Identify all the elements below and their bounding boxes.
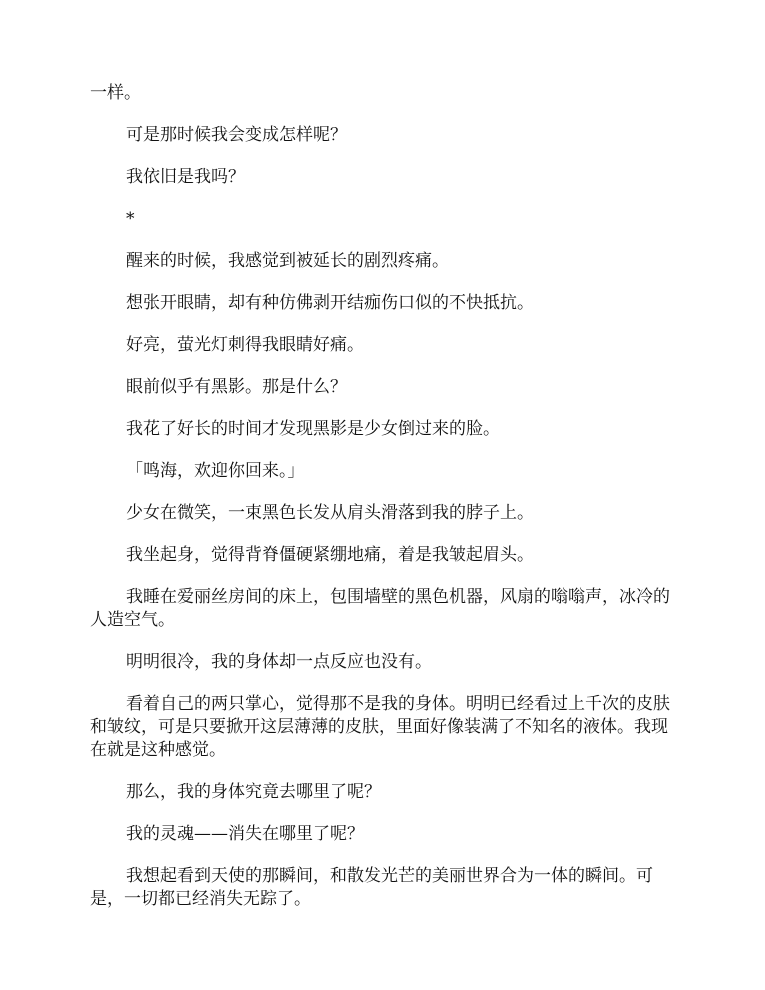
paragraph: 醒来的时候，我感觉到被延长的剧烈疼痛。 [126,251,449,271]
paragraph: 我的灵魂——消失在哪里了呢？ [126,824,364,844]
paragraph: 眼前似乎有黑影。那是什么？ [126,377,347,397]
paragraph: 可是那时候我会变成怎样呢？ [126,125,347,145]
paragraph: 好亮，萤光灯刺得我眼睛好痛。 [126,335,364,355]
paragraph: 我依旧是我吗？ [126,167,245,187]
paragraph: 我花了好长的时间才发现黑影是少女倒过来的脸。 [126,419,500,439]
paragraph: 一样。 [90,83,141,103]
paragraph: 我睡在爱丽丝房间的床上，包围墙壁的黑色机器，风扇的嗡嗡声，冰冷的人造空气。 [90,587,670,630]
scene-break: * [126,209,135,229]
paragraph: 看着自己的两只掌心，觉得那不是我的身体。明明已经看过上千次的皮肤和皱纹，可是只要掀开这层薄薄的皮肤，里面好像装满了不知名的液体。我现在就是这种感觉。 [90,694,670,760]
document-body [90,82,670,930]
paragraph: 想张开眼睛，却有种仿佛剥开结痂伤口似的不快抵抗。 [126,293,534,313]
paragraph: 明明很冷，我的身体却一点反应也没有。 [126,652,432,672]
paragraph: 少女在微笑，一束黑色长发从肩头滑落到我的脖子上。 [126,503,534,523]
paragraph: 那么，我的身体究竟去哪里了呢？ [126,782,381,802]
paragraph: 我坐起身，觉得背脊僵硬紧绷地痛，着是我皱起眉头。 [126,545,534,565]
paragraph: 我想起看到天使的那瞬间，和散发光芒的美丽世界合为一体的瞬间。可是，一切都已经消失无踪了。 [90,866,653,909]
dialogue-line: 「鸣海，欢迎你回来。」 [126,461,305,481]
